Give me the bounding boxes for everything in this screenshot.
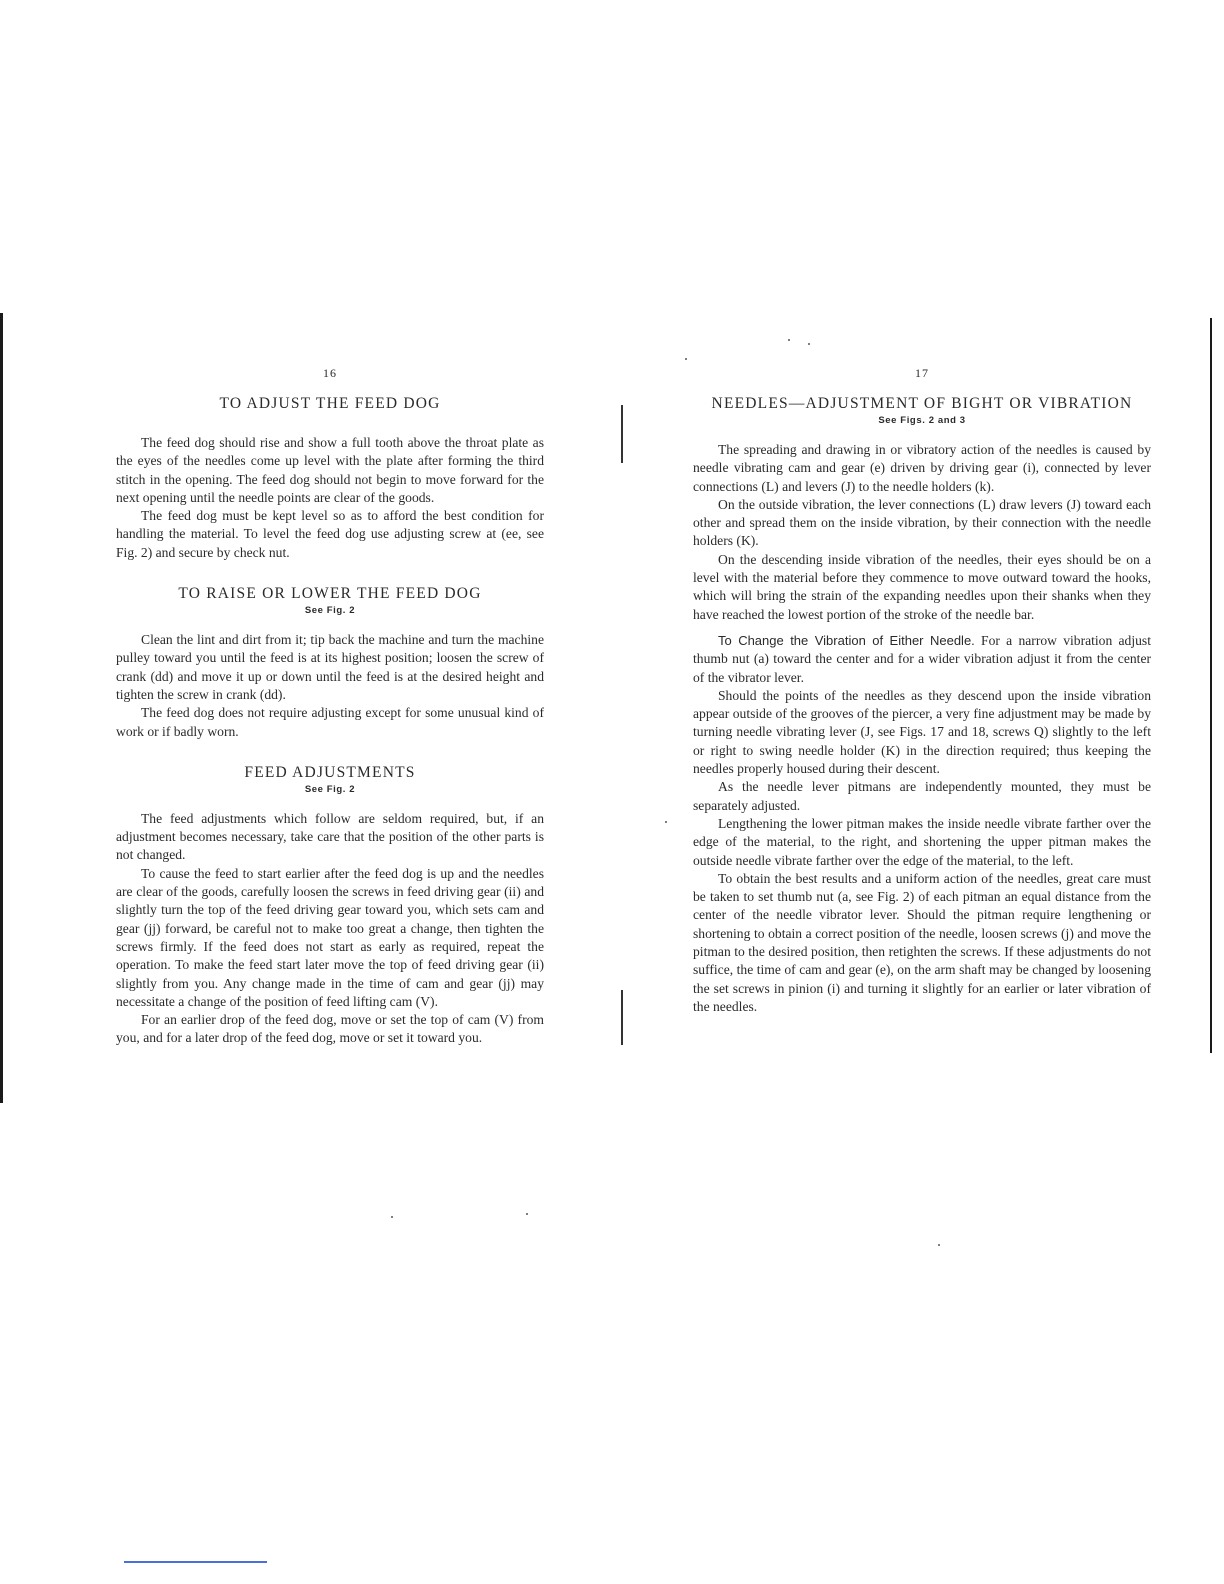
paragraph-with-run-in-heading (693, 632, 1151, 687)
section-feed-adjustments (116, 763, 544, 1048)
gutter-binding-mark (620, 405, 624, 463)
paragraph: On the descending inside vibration of the needles, their eyes should be on a level with the material before they commence to move outward toward the hooks, which will bring the strain of the expanding needles upon their shanks when they have reached the lowest portion of the stroke of the needle bar. (693, 551, 1151, 622)
paragraph: On the outside vibration, the lever connections (L) draw levers (J) toward each other and spread them on the inside vibration, by their connection with the needle holders (K). (693, 496, 1151, 549)
paragraph: The spreading and drawing in or vibratory action of the needles is caused by needle vibrating cam and gear (e) driven by driving gear (i), connected by lever connections (L) and levers (J) to the needle holders (k). (693, 442, 1151, 494)
paragraph: The feed dog does not require adjusting except for some unusual kind of work or if badly worn. (116, 705, 544, 739)
paragraph: The feed dog must be kept level so as to afford the best condition for handling the material. To level the feed dog use adjusting screw at (ee, see Fig. 2) and secure by check nut. (116, 508, 544, 560)
figure-reference: See Fig. 2 (304, 605, 356, 617)
paragraph: To obtain the best results and a uniform action of the needles, great care must be taken to set thumb nut (a, see Fig. 2) of each pitman an equal distance from the center of the needle vibrator lever. Should the pitman require lengthening or shortening to obtain a correct position of the needle, loosen screws (j) and move the pitman to the desired position, then retighten the screws. If these adjustments do not suffice, the time of cam and gear (e), on the arm shaft may be changed by loosening the set screws in pinion (i) and turning it slightly for an earlier or later vibration of the needles. (693, 870, 1151, 1014)
paragraph: Clean the lint and dirt from it; tip back the machine and turn the machine pulley toward you until the feed is at its highest position; loosen the screw of crank (dd) and move it up or down until the feed is at the desired height and tighten the screw in crank (dd). (116, 632, 544, 702)
page-number: 17 (915, 366, 929, 380)
page-number: 16 (323, 366, 337, 380)
paragraph: Should the points of the needles as they descend upon the inside vibration appear outside of the grooves of the piercer, a very fine adjustment may be made by turning needle vibrating lever (J, see Figs. 17 and 18, screws Q) slightly to the left or right to swing needle holder (K) in the direction required; thus keeping the needles properly housed during their descent. (693, 687, 1151, 777)
right-scan-edge (1210, 318, 1212, 1053)
figure-reference: See Figs. 2 and 3 (878, 415, 966, 426)
scan-speck (526, 1213, 528, 1215)
scan-speck (665, 821, 667, 823)
section-title: TO RAISE OR LOWER THE FEED DOG (178, 585, 482, 603)
run-in-heading: To Change the Vibration of Either Needle. (718, 632, 975, 648)
section-title: NEEDLES—ADJUSTMENT OF BIGHT OR VIBRATION (711, 395, 1133, 412)
left-scan-edge (0, 313, 3, 1103)
section-raise-lower-feed-dog (116, 584, 544, 741)
figure-reference: See Fig. 2 (304, 783, 356, 795)
right-page (693, 366, 1151, 1016)
paragraph-text: For a narrow vibration adjust thumb nut (a) toward the center and for a wider vibration adjust it from the center of the vibrator lever. (693, 632, 1151, 685)
section-needles-adjustment (693, 394, 1151, 1016)
paragraph: To cause the feed to start earlier after the feed dog is up and the needles are clear of the goods, carefully loosen the screws in feed driving gear (ii) and slightly turn the top of the feed driving gear toward you, which sets cam and gear (jj) forward, be careful not to make too great a change, then tighten the screws firmly. If the feed does not start as early as required, repeat the operation. To make the feed start later move the top of feed driving gear (ii) slightly from you. Any change made in the time of cam and gear (jj) may necessitate a change of the position of feed lifting cam (V). (116, 865, 544, 1009)
paragraph: Lengthening the lower pitman makes the inside needle vibrate farther over the edge of the material, to the right, and shortening the upper pitman makes the outside needle vibrate farther over the edge of the material, to the left. (693, 815, 1151, 868)
section-adjust-feed-dog (116, 394, 544, 562)
paragraph: For an earlier drop of the feed dog, move or set the top of cam (V) from you, and for a later drop of the feed dog, move or set it toward you. (116, 1012, 544, 1046)
paragraph: As the needle lever pitmans are independently mounted, they must be separately adjusted. (693, 779, 1151, 813)
scan-speck (938, 1244, 940, 1246)
section-title: FEED ADJUSTMENTS (244, 763, 416, 781)
scan-speck (685, 358, 687, 360)
paragraph: The feed dog should rise and show a full tooth above the throat plate as the eyes of the needles come up level with the plate after forming the third stitch in the opening. The feed dog should not begin to move forward for the next opening until the needle points are clear of the goods. (116, 435, 544, 505)
scan-speck (391, 1216, 393, 1218)
footer-rule (124, 1561, 267, 1563)
gutter-binding-mark (620, 990, 624, 1045)
section-title: TO ADJUST THE FEED DOG (219, 395, 441, 412)
scan-speck (808, 343, 810, 345)
scan-speck (788, 339, 790, 341)
paragraph: The feed adjustments which follow are seldom required, but, if an adjustment becomes necessary, take care that the position of the other parts is not changed. (116, 810, 544, 863)
left-page (116, 366, 544, 1048)
